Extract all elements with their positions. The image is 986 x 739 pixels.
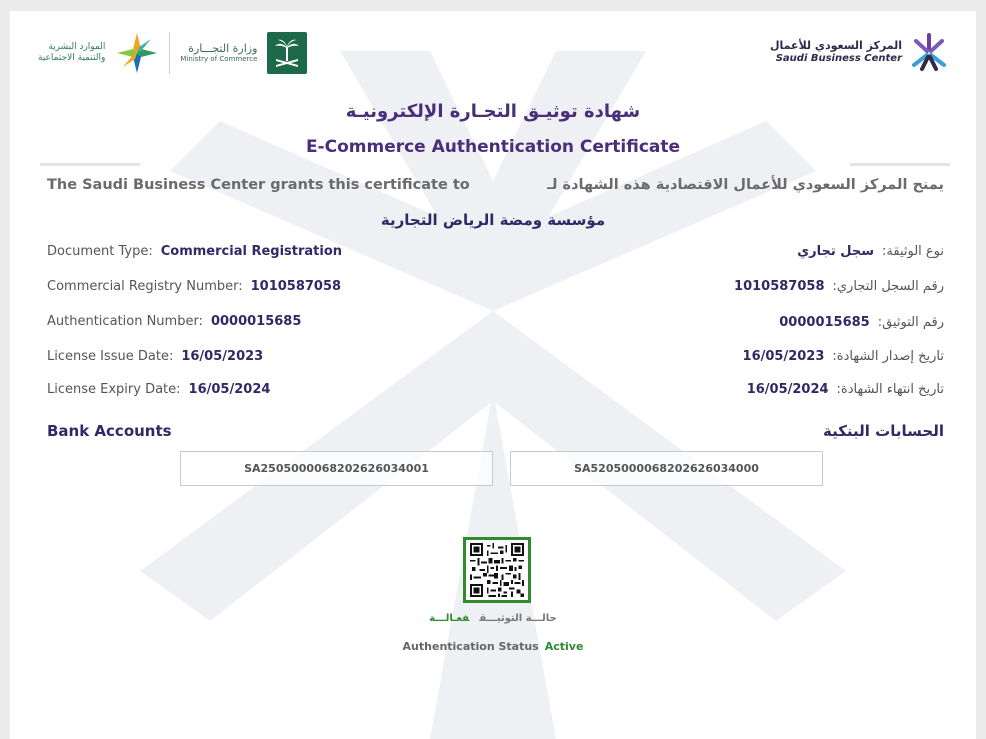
moc-name-ar: وزارة التجـــارة bbox=[188, 42, 258, 56]
hr-name-line1: الموارد البشرية bbox=[48, 42, 106, 53]
field-label: رقم السجل التجاري: bbox=[832, 279, 944, 294]
company-name: مؤسسة ومضة الرياض التجارية bbox=[380, 211, 606, 229]
field-expiry-date-en bbox=[47, 382, 270, 397]
divider-left bbox=[40, 163, 140, 166]
field-value: 0000015685 bbox=[779, 315, 870, 330]
bank-account-iban-1: SA2505000068202626034001 bbox=[180, 451, 493, 486]
field-registry-number-ar bbox=[734, 279, 944, 294]
authentication-status-en bbox=[10, 640, 976, 653]
field-label: License Expiry Date: bbox=[47, 382, 181, 397]
certificate-title-en: E-Commerce Authentication Certificate bbox=[305, 137, 681, 157]
logo-divider bbox=[169, 32, 170, 74]
field-value: 16/05/2024 bbox=[746, 382, 829, 397]
sbc-star-icon bbox=[908, 31, 950, 73]
moc-name bbox=[180, 42, 257, 64]
field-label: تاريخ انتهاء الشهادة: bbox=[836, 382, 944, 397]
field-label: نوع الوثيقة: bbox=[882, 244, 944, 259]
field-label: Commercial Registry Number: bbox=[47, 279, 243, 294]
field-label: License Issue Date: bbox=[47, 349, 174, 364]
field-registry-number-en bbox=[47, 279, 341, 294]
field-value: 1010587058 bbox=[250, 279, 342, 294]
government-logos bbox=[38, 31, 307, 75]
field-document-type-en bbox=[47, 244, 342, 259]
field-label: Authentication Number: bbox=[47, 314, 203, 329]
authentication-status-ar bbox=[10, 613, 976, 624]
sbc-name-ar: المركز السعودي للأعمال bbox=[770, 38, 902, 52]
status-label-ar: حالـــة التوثيـــق bbox=[479, 613, 557, 624]
field-authentication-number-en bbox=[47, 314, 301, 329]
field-authentication-number-ar bbox=[779, 315, 944, 330]
divider-right bbox=[850, 163, 950, 166]
field-value: سجل تجاري bbox=[797, 244, 875, 259]
field-value: 16/05/2023 bbox=[181, 349, 264, 364]
hr-ministry-name bbox=[38, 42, 105, 64]
hr-name-line2: والتنمية الاجتماعية bbox=[38, 53, 106, 63]
field-label: Document Type: bbox=[47, 244, 153, 259]
moc-name-en: Ministry of Commerce bbox=[180, 55, 258, 64]
field-issue-date-en bbox=[47, 349, 263, 364]
status-value-en: Active bbox=[544, 640, 584, 653]
field-document-type-ar bbox=[797, 244, 944, 259]
grant-statement-ar: يمنح المركز السعودي للأعمال الاقتصادية هذه الشهادة لـ bbox=[547, 177, 944, 193]
field-value: 16/05/2023 bbox=[742, 349, 825, 364]
certificate-title-ar: شهادة توثيـق التجـارة الإلكترونيـة bbox=[345, 101, 641, 122]
field-value: 16/05/2024 bbox=[188, 382, 271, 397]
field-value: Commercial Registration bbox=[160, 244, 343, 259]
status-label-en: Authentication Status bbox=[402, 640, 539, 653]
field-value: 0000015685 bbox=[210, 314, 302, 329]
sbc-name-en: Saudi Business Center bbox=[775, 52, 902, 64]
sbc-logo bbox=[770, 31, 950, 73]
status-value-ar: فعـالـــة bbox=[429, 613, 470, 624]
bank-account-iban-2: SA5205000068202626034000 bbox=[510, 451, 823, 486]
bank-accounts-title-ar: الحسابات البنكية bbox=[822, 422, 944, 440]
grant-statement-en: The Saudi Business Center grants this certificate to bbox=[47, 177, 470, 193]
saudi-emblem-icon bbox=[267, 32, 307, 74]
field-expiry-date-ar bbox=[747, 382, 944, 397]
qr-code-icon bbox=[469, 543, 525, 597]
hr-ministry-logo-icon bbox=[115, 31, 159, 75]
field-label: رقم التوثيق: bbox=[877, 315, 944, 330]
bank-accounts-title-en: Bank Accounts bbox=[47, 422, 172, 440]
field-label: تاريخ إصدار الشهادة: bbox=[832, 349, 944, 364]
qr-code[interactable] bbox=[463, 537, 531, 603]
certificate-sheet bbox=[10, 11, 976, 739]
field-issue-date-ar bbox=[743, 349, 944, 364]
field-value: 1010587058 bbox=[734, 279, 825, 294]
